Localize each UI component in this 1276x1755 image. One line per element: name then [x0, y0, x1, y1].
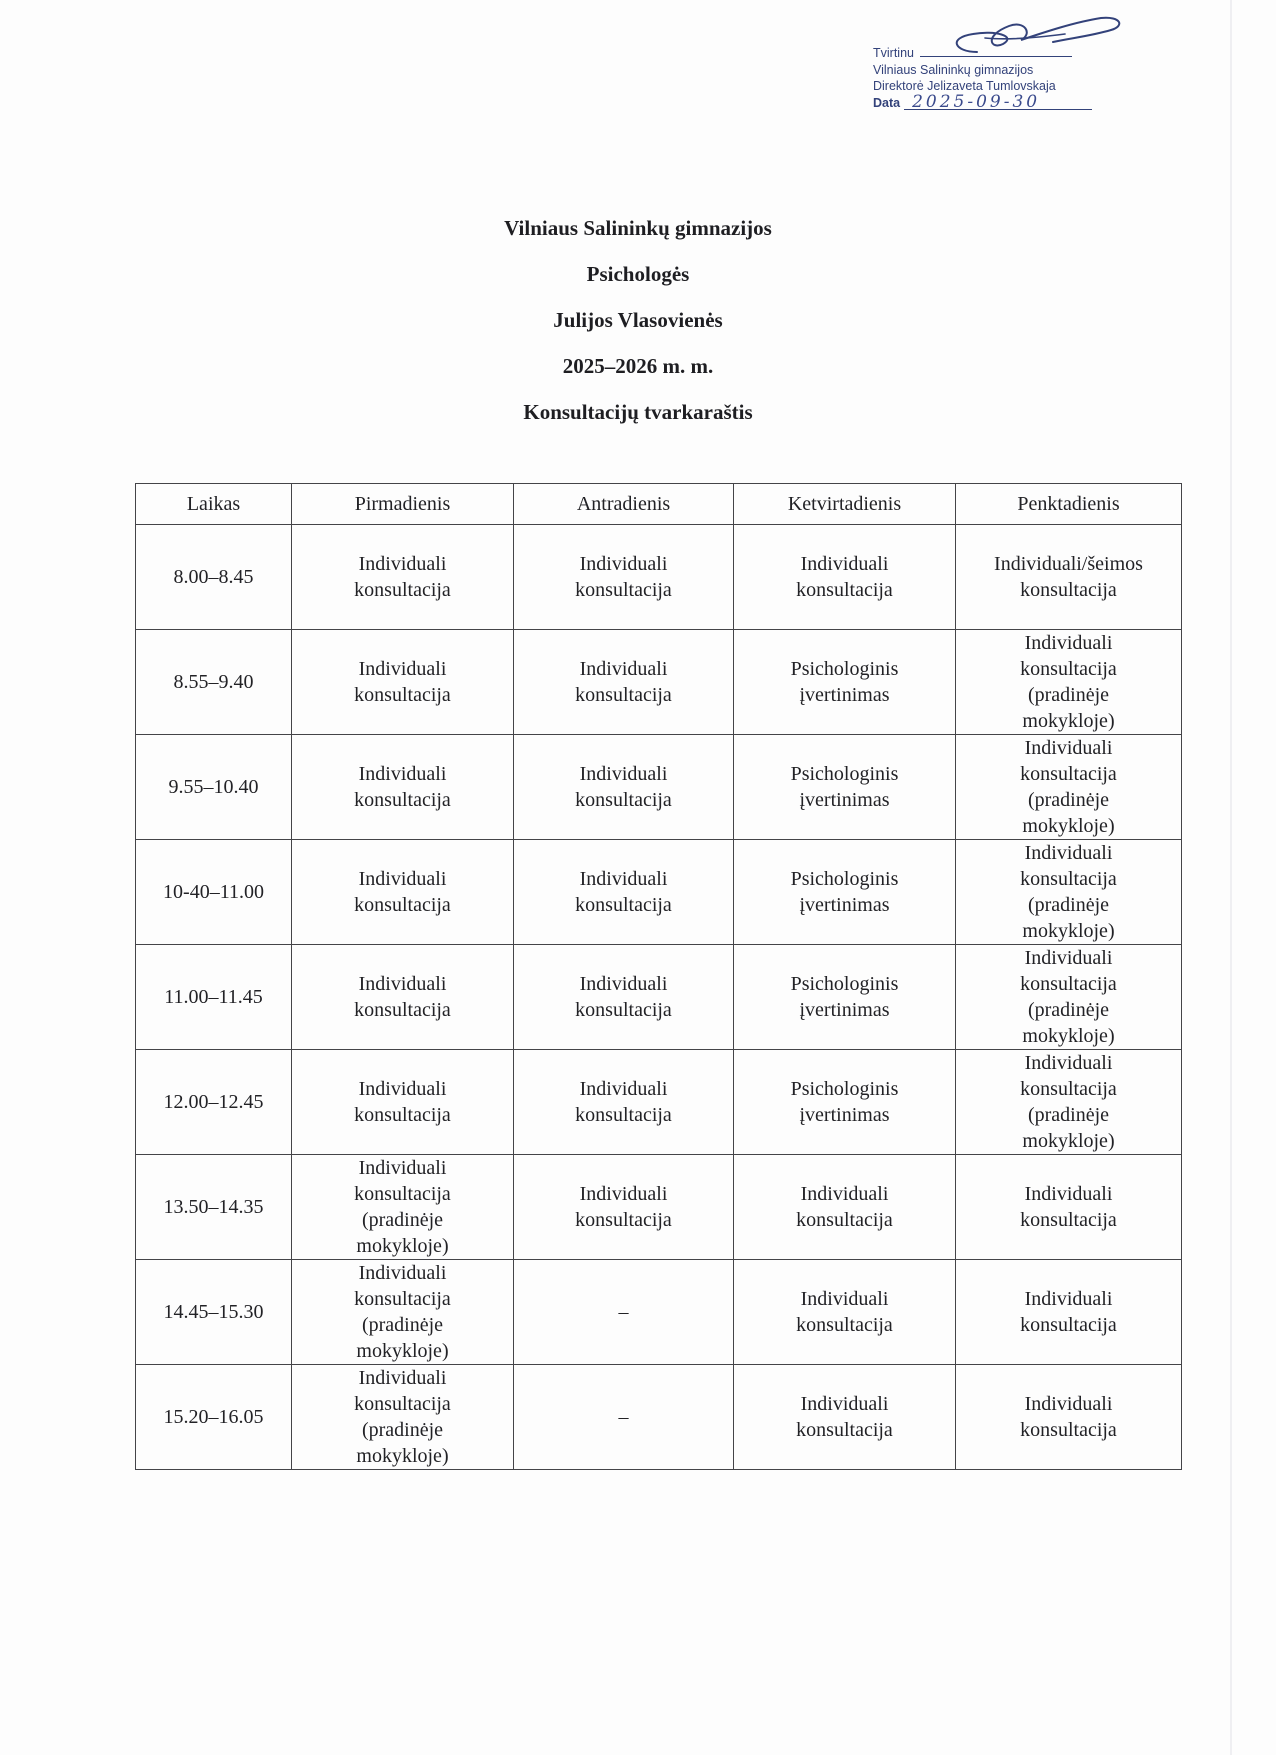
approve-label: Tvirtinu [873, 46, 914, 60]
consultation-type: Individuali konsultacija [354, 973, 451, 1021]
consultation-type: Individuali konsultacija [354, 763, 451, 811]
schedule-cell-thursday [734, 630, 956, 735]
time-slot: 11.00–11.45 [164, 986, 263, 1008]
schedule-cell-friday [956, 1050, 1182, 1155]
consultation-type: Individuali konsultacija (pradinėje mokykloje) [354, 1157, 451, 1257]
schedule-cell-tuesday [514, 1155, 734, 1260]
consultation-type: Individuali konsultacija (pradinėje mokykloje) [354, 1262, 451, 1362]
approval-stamp [873, 44, 1133, 111]
consultation-type: Psichologinis įvertinimas [790, 1078, 899, 1126]
schedule-cell-friday [956, 525, 1182, 630]
schedule-cell-monday [292, 945, 514, 1050]
approval-director: Direktorė Jelizaveta Tumlovskaja [873, 79, 1056, 93]
table-row [136, 630, 1182, 735]
approval-date-line [873, 91, 1133, 112]
header-monday: Pirmadienis [292, 484, 514, 525]
schedule-cell-friday [956, 1155, 1182, 1260]
signature-line [920, 44, 1072, 57]
time-slot: 14.45–15.30 [163, 1301, 264, 1323]
time-cell [136, 945, 292, 1050]
schedule-cell-tuesday [514, 1365, 734, 1470]
schedule-cell-friday [956, 945, 1182, 1050]
time-cell [136, 735, 292, 840]
table-row [136, 1365, 1182, 1470]
time-slot: 13.50–14.35 [163, 1196, 264, 1218]
table-header-row [136, 484, 1182, 525]
approval-line [873, 44, 1133, 62]
date-value: 2025-09-30 [904, 95, 1092, 110]
consultation-type: Psichologinis įvertinimas [790, 973, 899, 1021]
time-slot: 10-40–11.00 [163, 881, 264, 903]
schedule-cell-monday [292, 1155, 514, 1260]
schedule-cell-monday [292, 1260, 514, 1365]
document-title [0, 205, 1276, 435]
schedule-cell-thursday [734, 735, 956, 840]
consultation-type: Individuali konsultacija [796, 553, 893, 601]
table-body [136, 525, 1182, 1470]
schedule-cell-friday [956, 735, 1182, 840]
schedule-cell-tuesday [514, 945, 734, 1050]
table-row [136, 1260, 1182, 1365]
time-slot: 8.00–8.45 [173, 566, 254, 588]
schedule-cell-friday [956, 840, 1182, 945]
header-friday: Penktadienis [956, 484, 1182, 525]
schedule-cell-monday [292, 735, 514, 840]
consultation-type: Psichologinis įvertinimas [790, 763, 899, 811]
table-row [136, 1050, 1182, 1155]
schedule-cell-tuesday [514, 525, 734, 630]
schedule-cell-thursday [734, 1155, 956, 1260]
consultation-schedule-table [135, 483, 1182, 1470]
table-row [136, 525, 1182, 630]
time-cell [136, 630, 292, 735]
schedule-cell-thursday [734, 945, 956, 1050]
schedule-cell-thursday [734, 1365, 956, 1470]
consultation-type: Individuali konsultacija [354, 658, 451, 706]
schedule-cell-monday [292, 1050, 514, 1155]
schedule-cell-thursday [734, 1050, 956, 1155]
table-row [136, 840, 1182, 945]
title-schedule: Konsultacijų tvarkaraštis [523, 400, 753, 424]
schedule-cell-monday [292, 840, 514, 945]
consultation-type: Individuali konsultacija [575, 658, 672, 706]
time-cell [136, 1050, 292, 1155]
schedule-cell-tuesday [514, 1050, 734, 1155]
time-slot: 8.55–9.40 [173, 671, 254, 693]
time-cell [136, 1365, 292, 1470]
schedule-cell-monday [292, 630, 514, 735]
consultation-type: Individuali konsultacija (pradinėje mokykloje) [1020, 632, 1117, 732]
consultation-type: Individuali/šeimos konsultacija [994, 553, 1143, 601]
schedule-cell-friday [956, 630, 1182, 735]
consultation-type: Individuali konsultacija [575, 1078, 672, 1126]
consultation-type: – [618, 1301, 629, 1323]
approval-school: Vilniaus Salininkų gimnazijos [873, 62, 1034, 77]
title-school: Vilniaus Salininkų gimnazijos [504, 216, 772, 240]
title-role: Psichologės [586, 262, 690, 286]
schedule-cell-thursday [734, 1260, 956, 1365]
consultation-type: Individuali konsultacija [354, 553, 451, 601]
consultation-type: Individuali konsultacija (pradinėje mokykloje) [1020, 1052, 1117, 1152]
header-tuesday: Antradienis [514, 484, 734, 525]
consultation-type: Individuali konsultacija (pradinėje mokykloje) [354, 1367, 451, 1467]
schedule-cell-thursday [734, 840, 956, 945]
schedule-cell-tuesday [514, 735, 734, 840]
consultation-type: Individuali konsultacija (pradinėje mokykloje) [1020, 947, 1117, 1047]
schedule-cell-thursday [734, 525, 956, 630]
time-cell [136, 1260, 292, 1365]
time-cell [136, 1155, 292, 1260]
consultation-type: Individuali konsultacija (pradinėje mokykloje) [1020, 842, 1117, 942]
consultation-type: Individuali konsultacija [354, 868, 451, 916]
consultation-type: Individuali konsultacija [575, 868, 672, 916]
consultation-type: – [618, 1406, 629, 1428]
schedule-cell-tuesday [514, 1260, 734, 1365]
title-name: Julijos Vlasovienės [553, 308, 723, 332]
table-row [136, 1155, 1182, 1260]
time-slot: 9.55–10.40 [168, 776, 259, 798]
time-slot: 12.00–12.45 [163, 1091, 264, 1113]
date-label: Data [873, 95, 901, 110]
consultation-type: Individuali konsultacija [796, 1183, 893, 1231]
consultation-type: Psichologinis įvertinimas [790, 658, 899, 706]
table-row [136, 735, 1182, 840]
time-cell [136, 840, 292, 945]
consultation-type: Individuali konsultacija [575, 1183, 672, 1231]
schedule-cell-friday [956, 1365, 1182, 1470]
consultation-type: Individuali konsultacija [1020, 1183, 1117, 1231]
schedule-cell-monday [292, 525, 514, 630]
consultation-type: Individuali konsultacija [796, 1393, 893, 1441]
consultation-type: Individuali konsultacija [575, 763, 672, 811]
consultation-type: Psichologinis įvertinimas [790, 868, 899, 916]
consultation-type: Individuali konsultacija [354, 1078, 451, 1126]
schedule-cell-tuesday [514, 840, 734, 945]
time-cell [136, 525, 292, 630]
consultation-type: Individuali konsultacija [796, 1288, 893, 1336]
schedule-cell-monday [292, 1365, 514, 1470]
schedule-cell-tuesday [514, 630, 734, 735]
header-thursday: Ketvirtadienis [734, 484, 956, 525]
consultation-type: Individuali konsultacija (pradinėje mokykloje) [1020, 737, 1117, 837]
consultation-type: Individuali konsultacija [1020, 1393, 1117, 1441]
consultation-type: Individuali konsultacija [575, 973, 672, 1021]
time-slot: 15.20–16.05 [163, 1406, 264, 1428]
table-row [136, 945, 1182, 1050]
consultation-type: Individuali konsultacija [1020, 1288, 1117, 1336]
title-school-year: 2025–2026 m. m. [562, 354, 714, 378]
schedule-cell-friday [956, 1260, 1182, 1365]
header-time: Laikas [136, 484, 292, 525]
consultation-type: Individuali konsultacija [575, 553, 672, 601]
